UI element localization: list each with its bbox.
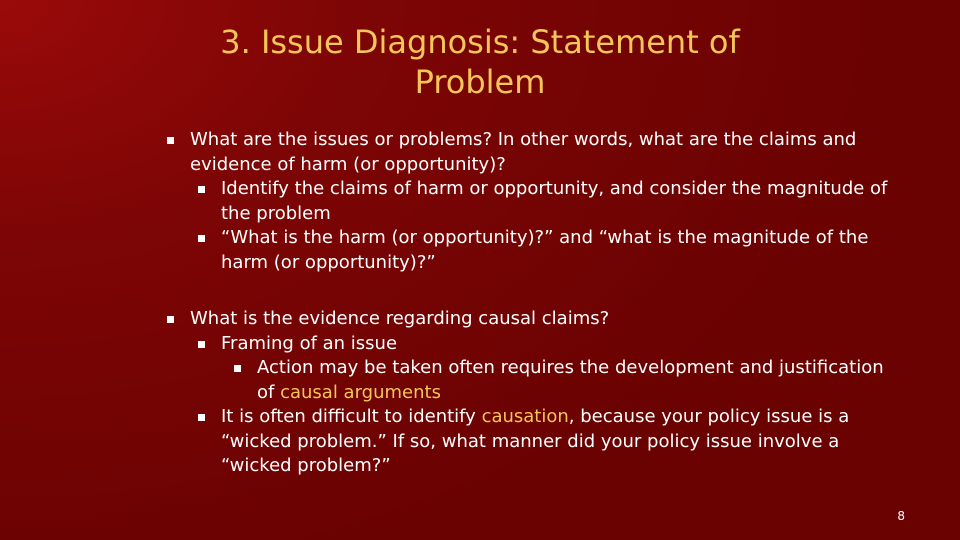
title-line-2: Problem bbox=[414, 63, 546, 101]
square-bullet-icon bbox=[198, 414, 205, 421]
causal-arguments-highlight: causal arguments bbox=[280, 381, 441, 403]
causation-highlight: causation bbox=[481, 406, 569, 427]
causation-text-pre: It is often difficult to identify bbox=[221, 406, 482, 427]
sub-bullet-framing-text: Framing of an issue bbox=[221, 332, 398, 354]
sub-bullet-claims bbox=[160, 177, 900, 226]
square-bullet-icon bbox=[198, 341, 205, 348]
sub-bullet-causation bbox=[160, 405, 900, 479]
slide-title bbox=[130, 22, 830, 102]
action-text: Action may be taken often requires the development and justification of bbox=[257, 357, 884, 403]
square-bullet-icon bbox=[167, 316, 174, 323]
square-bullet-icon bbox=[167, 137, 174, 144]
sub-bullet-claims-text: Identify the claims of harm or opportunity, and consider the magnitude of the problem bbox=[221, 178, 888, 224]
square-bullet-icon bbox=[198, 186, 205, 193]
slide-body bbox=[160, 128, 900, 479]
sub-bullet-framing bbox=[160, 332, 900, 357]
bullet-issues-text: What are the issues or problems? In other words, what are the claims and evidence of harm (or opportunity)? bbox=[190, 129, 857, 175]
bullet-evidence bbox=[160, 307, 900, 332]
sub-bullet-harm-question bbox=[160, 226, 900, 275]
sub-sub-bullet-action bbox=[160, 356, 900, 405]
bullet-evidence-text: What is the evidence regarding causal claims? bbox=[190, 308, 610, 329]
page-number: 8 bbox=[897, 509, 905, 523]
title-line-1: 3. Issue Diagnosis: Statement of bbox=[220, 23, 740, 61]
causation-text-post: , because your policy issue is a “wicked problem.” If so, what manner did your policy issue involve a “wicked problem?” bbox=[221, 406, 850, 476]
bullet-issues bbox=[160, 128, 900, 177]
square-bullet-icon bbox=[198, 235, 205, 242]
spacer bbox=[160, 275, 900, 307]
square-bullet-icon bbox=[234, 365, 241, 372]
sub-bullet-harm-question-text: “What is the harm (or opportunity)?” and “what is the magnitude of the harm (or opportunity)?” bbox=[221, 227, 869, 273]
